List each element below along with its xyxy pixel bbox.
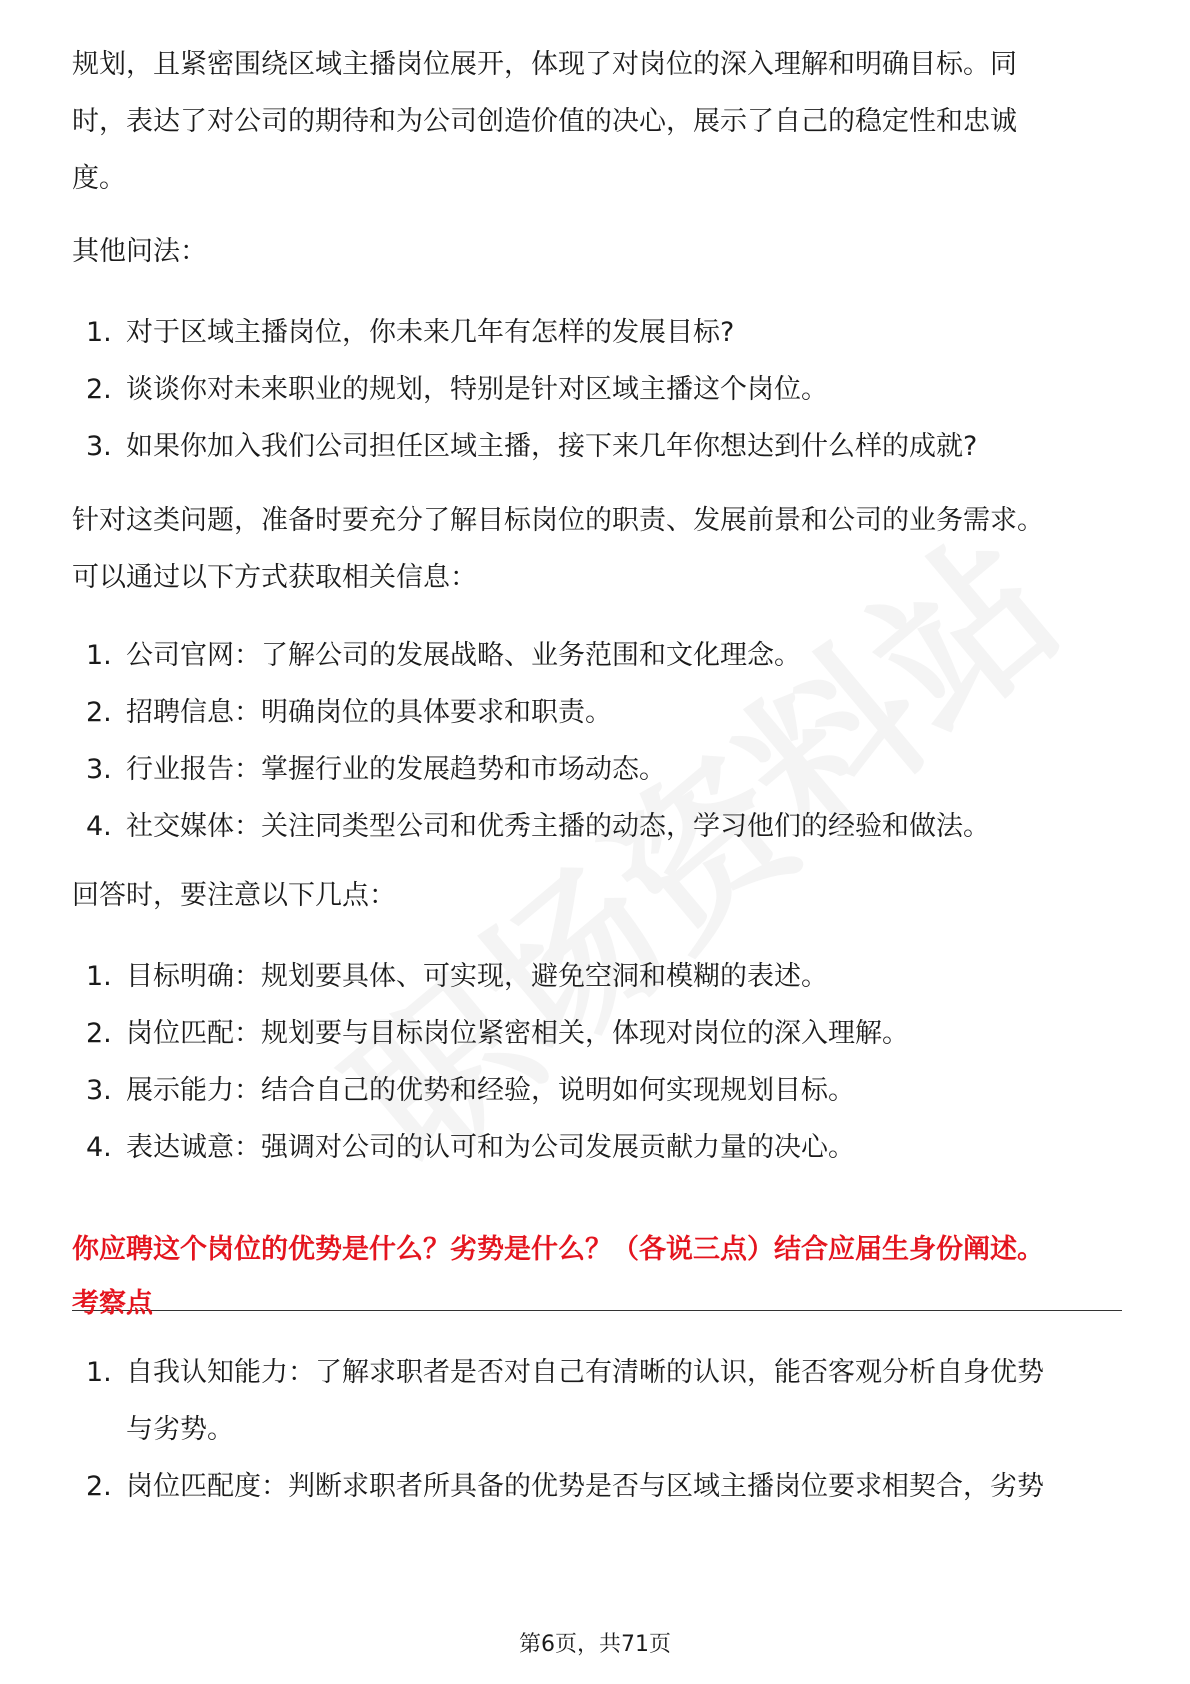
intro-line: 度。 bbox=[72, 163, 126, 194]
intro-paragraph bbox=[72, 36, 1122, 207]
list-item: 2. 岗位匹配：规划要与目标岗位紧密相关，体现对岗位的深入理解。 bbox=[86, 1018, 909, 1049]
list-item: 2. 岗位匹配度：判断求职者所具备的优势是否与区域主播岗位要求相契合，劣势 bbox=[86, 1471, 1044, 1502]
list-item: 1. 自我认知能力：了解求职者是否对自己有清晰的认识，能否客观分析自身优势 与劣势。 bbox=[86, 1357, 1044, 1445]
focus-heading: 考察点 bbox=[72, 1288, 153, 1319]
section-divider bbox=[72, 1310, 1122, 1311]
prep-line: 针对这类问题，准备时要充分了解目标岗位的职责、发展前景和公司的业务需求。 bbox=[72, 505, 1044, 536]
list-item: 4. 社交媒体：关注同类型公司和优秀主播的动态，学习他们的经验和做法。 bbox=[86, 811, 990, 842]
other-questions-list bbox=[72, 304, 1122, 475]
list-item: 1. 对于区域主播岗位，你未来几年有怎样的发展目标? bbox=[86, 317, 735, 348]
intro-line: 规划，且紧密围绕区域主播岗位展开，体现了对岗位的深入理解和明确目标。同 bbox=[72, 49, 1017, 80]
list-item: 3. 展示能力：结合自己的优势和经验，说明如何实现规划目标。 bbox=[86, 1075, 855, 1106]
list-item: 1. 公司官网：了解公司的发展战略、业务范围和文化理念。 bbox=[86, 640, 801, 671]
question-title: 你应聘这个岗位的优势是什么？劣势是什么？（各说三点）结合应届生身份阐述。 bbox=[72, 1234, 1044, 1265]
list-item: 3. 行业报告：掌握行业的发展趋势和市场动态。 bbox=[86, 754, 666, 785]
answer-tips-list bbox=[72, 948, 1122, 1176]
list-item: 2. 谈谈你对未来职业的规划，特别是针对区域主播这个岗位。 bbox=[86, 374, 828, 405]
info-sources-list bbox=[72, 627, 1122, 855]
other-questions-heading: 其他问法： bbox=[72, 236, 207, 267]
intro-line: 时，表达了对公司的期待和为公司创造价值的决心，展示了自己的稳定性和忠诚 bbox=[72, 106, 1017, 137]
list-item: 3. 如果你加入我们公司担任区域主播，接下来几年你想达到什么样的成就? bbox=[86, 431, 978, 462]
list-item: 1. 目标明确：规划要具体、可实现，避免空洞和模糊的表述。 bbox=[86, 961, 828, 992]
answer-tips-heading: 回答时，要注意以下几点： bbox=[72, 880, 396, 911]
list-item: 2. 招聘信息：明确岗位的具体要求和职责。 bbox=[86, 697, 612, 728]
page-footer: 第6页，共71页 bbox=[519, 1632, 671, 1657]
prep-line: 可以通过以下方式获取相关信息： bbox=[72, 562, 477, 593]
list-item: 4. 表达诚意：强调对公司的认可和为公司发展贡献力量的决心。 bbox=[86, 1132, 855, 1163]
preparation-paragraph bbox=[72, 492, 1122, 606]
focus-list bbox=[72, 1344, 1122, 1515]
